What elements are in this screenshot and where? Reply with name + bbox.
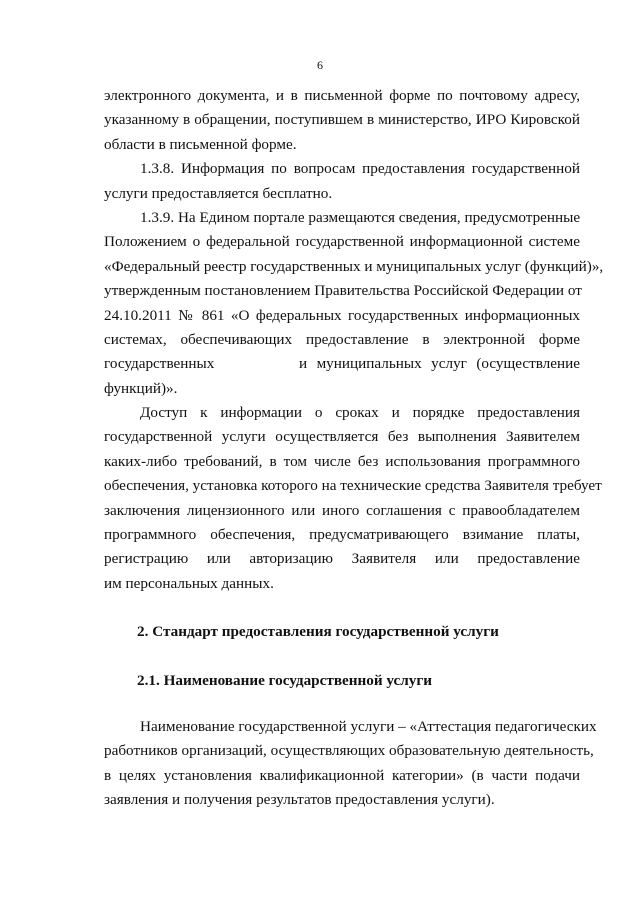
subsection-heading: 2.1. Наименование государственной услуги <box>137 671 433 689</box>
text-line: Положением о федеральной государственной информационной системе <box>104 233 580 251</box>
text-line: 1.3.8. Информация по вопросам предоставления государственной <box>140 160 580 178</box>
text-fragment: и муниципальных услуг (осуществление <box>299 355 580 373</box>
word: Заявителя <box>351 550 417 568</box>
word: программного <box>104 526 197 544</box>
text-line: области в письменной форме. <box>104 135 297 153</box>
text-line <box>104 328 580 352</box>
word: взимание <box>462 526 524 544</box>
text-line <box>104 523 580 547</box>
text-line: услуги предоставляется бесплатно. <box>104 184 333 202</box>
word: предусматривающего <box>309 526 449 544</box>
word: платы, <box>537 526 580 544</box>
paragraph-1-3-9 <box>104 206 604 401</box>
document-body <box>104 84 604 813</box>
text-line: каких-либо требований, в том числе без использования программного <box>104 452 580 470</box>
word: или <box>206 550 231 568</box>
word: обеспечивающих <box>180 330 293 348</box>
text-fragment: государственных <box>104 355 215 373</box>
section-heading: 2. Стандарт предоставления государственной услуги <box>137 623 499 641</box>
text-line <box>104 547 580 571</box>
word: обеспечения, <box>210 526 296 544</box>
word: предоставление <box>477 550 580 568</box>
word: форме <box>538 330 580 348</box>
text-line: государственной услуги осуществляется без выполнения Заявителем <box>104 428 580 446</box>
text-line: работников организаций, осуществляющих образовательную деятельность, <box>104 742 594 760</box>
word: или <box>434 550 459 568</box>
text-line: электронного документа, и в письменной форме по почтовому адресу, <box>104 87 580 104</box>
text-line: Наименование государственной услуги – «Аттестация педагогических <box>140 717 597 735</box>
text-line <box>104 352 580 376</box>
word: предоставление <box>305 330 409 348</box>
text-line: утвержденным постановлением Правительства Российской Федерации от <box>104 282 582 300</box>
paragraph-service-name <box>104 715 597 813</box>
word: в <box>422 330 430 348</box>
word: авторизацию <box>249 550 333 568</box>
word: регистрацию <box>104 550 189 568</box>
text-line: в целях установления квалификационной категории» (в части подачи <box>104 766 580 784</box>
text-line: функций)». <box>104 379 178 397</box>
text-line: Доступ к информации о сроках и порядке предоставления <box>140 404 580 422</box>
text-line: обеспечения, установка которого на технические средства Заявителя требует <box>104 477 602 495</box>
text-line: указанному в обращении, поступившем в министерство, ИРО Кировской <box>104 111 580 129</box>
text-line: заявления и получения результатов предоставления услуги). <box>104 791 495 809</box>
text-line: 1.3.9. На Едином портале размещаются сведения, предусмотренные <box>140 208 581 226</box>
text-line: заключения лицензионного или иного соглашения с правообладателем <box>104 501 580 519</box>
paragraph-access <box>104 401 602 596</box>
word: системах, <box>104 330 167 348</box>
word: электронной <box>443 330 526 348</box>
page-number: 6 <box>317 58 323 72</box>
text-line: «Федеральный реестр государственных и муниципальных услуг (функций)», <box>104 257 604 275</box>
text-line: им персональных данных. <box>104 574 274 592</box>
paragraph-1-3-8 <box>104 157 580 206</box>
paragraph-delivery-method <box>104 84 580 157</box>
text-line: 24.10.2011 № 861 «О федеральных государственных информационных <box>104 306 580 324</box>
